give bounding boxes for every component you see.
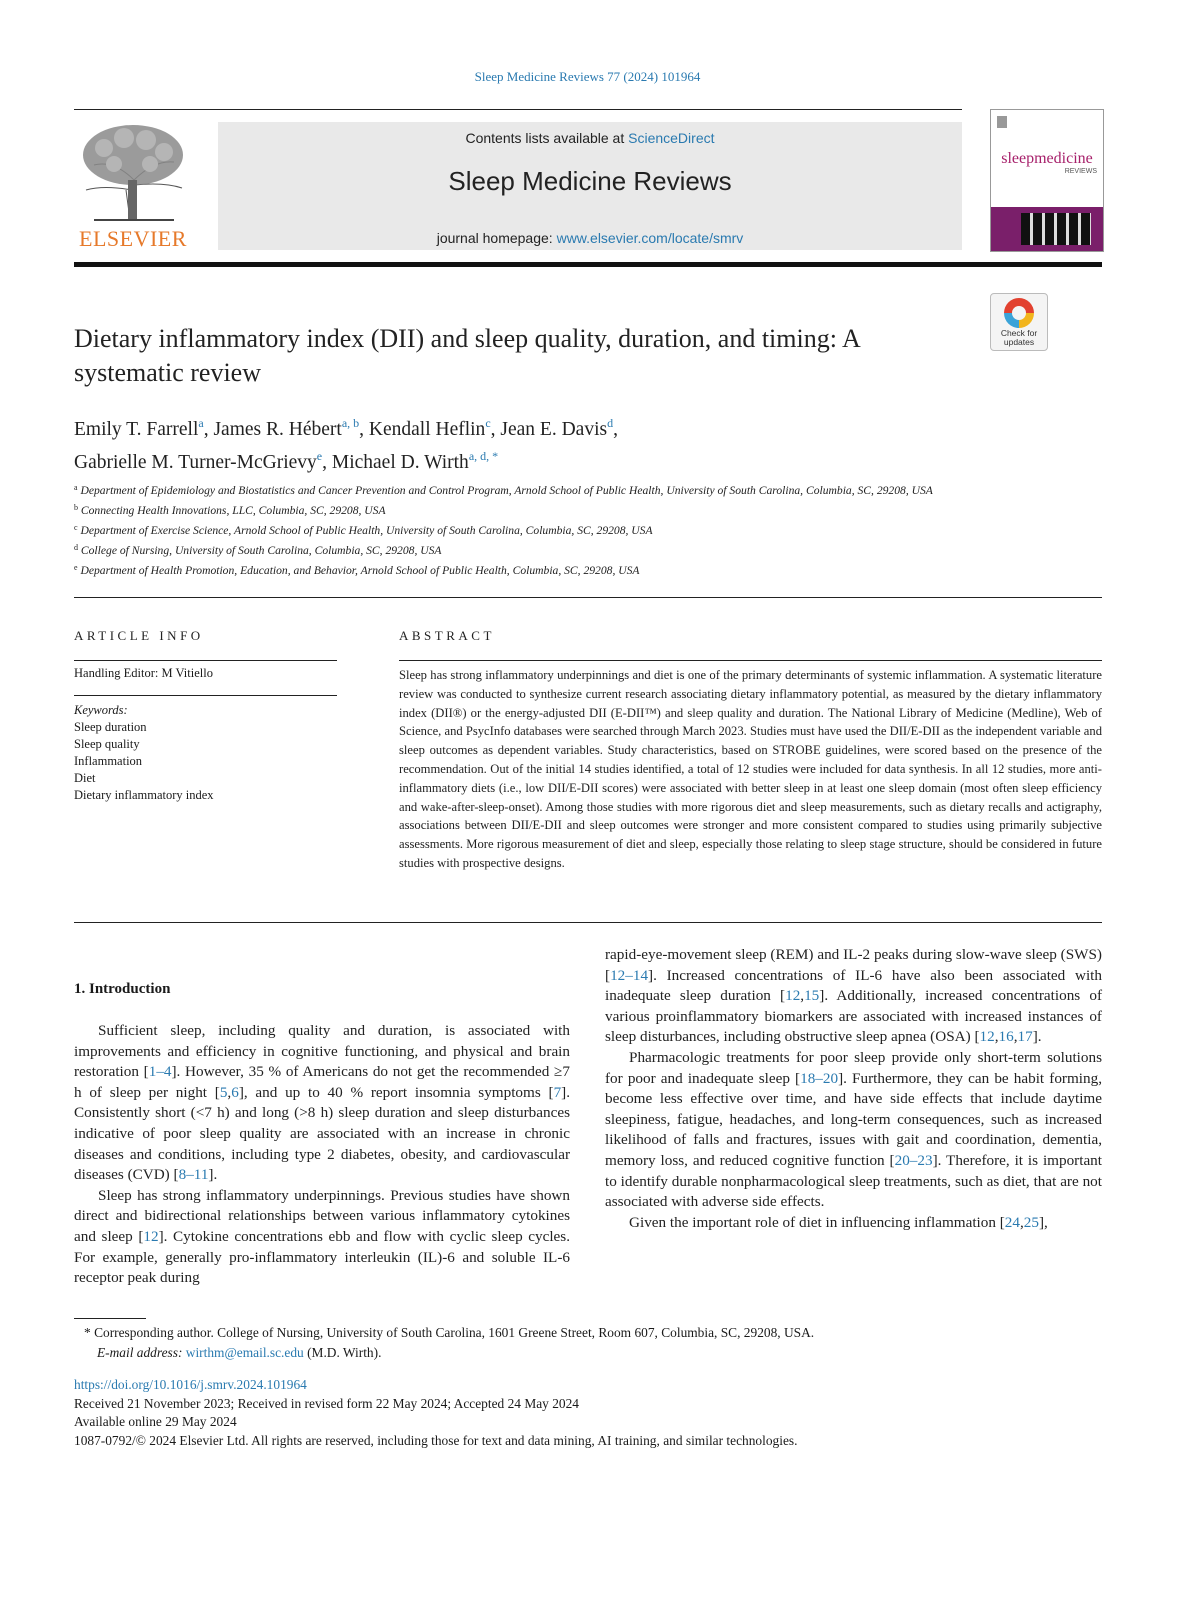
journal-banner xyxy=(218,122,962,250)
abstract-text: Sleep has strong inflammatory underpinnings and diet is one of the primary determinants of systemic inflammation. A systematic literature review was conducted to synthesize current research associating dietary inflammatory potential, as measured by the dietary inflammatory index (DII®) or the energy-adjusted DII (E-DII™) and sleep quality and duration. The National Library of Medicine (Medline), Web of Science, and PsycInfo databases were searched through March 2023. Studies must have used the DII/E-DII as the independent variable and sleep outcomes as dependent variables. Study characteristics, based on STROBE guidelines, were scored based on the presence of the recommendation. Out of the initial 14 studies identified, a total of 12 studies were included for data synthesis. In all 12 studies, more anti-inflammatory diets (i.e., low DII/E-DII scores) were associated with better sleep in at least one sleep domain (most often sleep efficiency and wake-after-sleep-onset). Among those studies with more rigorous diet and sleep measurements, such as dietary recalls and actigraphy, associations between DII/E-DII and sleep outcomes were stronger and more consistent compared to studies using primarily subjective assessments. More rigorous measurement of diet and sleep, especially those relating to sleep stage structure, should be considered in future studies with prospective designs. xyxy=(399,668,1102,870)
keyword: Sleep duration xyxy=(74,720,147,734)
citation-link[interactable]: 7 xyxy=(553,1083,562,1101)
affiliation xyxy=(74,499,974,519)
header-thick-rule xyxy=(74,262,1102,267)
keyword: Diet xyxy=(74,771,96,785)
affiliation xyxy=(74,519,974,539)
paragraph: Given the important role of diet in influencing inflammation [24,25], xyxy=(629,1213,1048,1231)
citation-link[interactable]: 16 xyxy=(998,1028,1014,1046)
paragraph: Pharmacologic treatments for poor sleep provide only short-term solutions for poor and inadequate sleep [18–20]. Furthermore, they can be habit forming, become less effective over time, and have side effects that include daytime sleepiness, fatigue, headaches, and long-term consequences, such as increased likelihood of falls and fractures, issues with gait and coordination, dementia, memory loss, and reduced cognitive function [20–23]. Therefore, it is important to identify durable nonpharmacological sleep treatments, such as diet, that are not associated with adverse side effects. xyxy=(605,1048,1102,1211)
email-line xyxy=(84,1343,1102,1363)
homepage-line xyxy=(218,230,962,246)
citation-link[interactable]: 12 xyxy=(979,1028,995,1046)
body-column-left xyxy=(74,1021,570,1289)
email-label: E-mail address: xyxy=(97,1345,183,1360)
author-affiliation-marker[interactable]: a xyxy=(198,416,204,430)
article-info-heading: ARTICLE INFO xyxy=(74,628,204,643)
author-name: Kendall Heflin xyxy=(368,419,486,440)
keyword: Dietary inflammatory index xyxy=(74,788,214,802)
article-info-rule xyxy=(74,660,337,661)
journal-name: Sleep Medicine Reviews xyxy=(448,166,732,196)
corresponding-author-footnote xyxy=(84,1323,1102,1363)
citation-link[interactable]: 5 xyxy=(219,1083,228,1101)
tree-icon xyxy=(74,120,192,224)
affiliation-key: a xyxy=(74,483,78,492)
affiliation xyxy=(74,479,974,499)
footnote-marker: * xyxy=(84,1325,91,1340)
cover-subtitle: REVIEWS xyxy=(1064,168,1097,175)
affiliation-key: d xyxy=(74,543,78,552)
keywords-label: Keywords: xyxy=(74,703,128,717)
header-rule xyxy=(74,109,962,110)
paragraph: Sleep has strong inflammatory underpinnings. Previous studies have shown direct and bidirectional relationships between various inflammatory cytokines and sleep [12]. Cytokine concentrations ebb and flow with cyclic sleep cycles. For example, generally pro-inflammatory interleukin (IL)-6 and soluble IL-6 receptor peak during xyxy=(74,1186,571,1287)
affiliation-list xyxy=(74,479,974,579)
citation-link[interactable]: 24 xyxy=(1004,1213,1020,1231)
journal-cover-thumbnail[interactable] xyxy=(990,109,1104,252)
abstract-rule xyxy=(399,660,1102,661)
keywords-block xyxy=(74,702,214,804)
article-title: Dietary inflammatory index (DII) and sleep quality, duration, and timing: A systematic review xyxy=(74,324,860,387)
crossmark-icon xyxy=(1004,298,1034,328)
affiliation xyxy=(74,539,974,559)
affiliation-key: e xyxy=(74,563,78,572)
check-for-updates-badge[interactable] xyxy=(990,293,1048,351)
affiliation-text: College of Nursing, University of South Carolina, Columbia, SC, 29208, USA xyxy=(78,544,442,557)
affiliation-key: c xyxy=(74,523,78,532)
citation-link[interactable]: 6 xyxy=(231,1083,239,1101)
homepage-link[interactable]: www.elsevier.com/locate/smrv xyxy=(556,230,744,246)
author-name: James R. Hébert xyxy=(213,419,342,440)
author-affiliation-marker[interactable]: d xyxy=(607,416,614,430)
keywords-rule xyxy=(74,695,337,696)
keyword: Sleep quality xyxy=(74,737,140,751)
paragraph: Sufficient sleep, including quality and duration, is associated with improvements and efficiency in cognitive functioning, and physical and brain restoration [1–4]. However, 35 % of Americans do not get the recommended ≥7 h of sleep per night [5,6], and up to 40 % report insomnia symptoms [7]. Consistently short (<7 h) and long (>8 h) sleep duration and sleep disturbances indicative of poor sleep quality are associated with an increase in chronic diseases and conditions, including type 2 diabetes, obesity, and cardiovascular diseases (CVD) [8–11]. xyxy=(74,1022,571,1184)
handling-editor: Handling Editor: M Vitiello xyxy=(74,666,213,680)
affiliation-text: Department of Health Promotion, Education, and Behavior, Arnold School of Public Health, Columbia, SC, 29208, USA xyxy=(77,564,640,577)
available-online: Available online 29 May 2024 xyxy=(74,1414,237,1429)
mini-logo-icon xyxy=(997,116,1007,128)
footnote-text: Corresponding author. College of Nursing, University of South Carolina, 1601 Greene Street, Room 607, Columbia, SC, 29208, USA. xyxy=(94,1325,815,1340)
affiliation xyxy=(74,559,974,579)
affiliation-text: Connecting Health Innovations, LLC, Columbia, SC, 29208, USA xyxy=(78,504,386,517)
citation-link[interactable]: 15 xyxy=(804,987,820,1005)
citation-link[interactable]: 8–11 xyxy=(178,1166,209,1184)
affiliation-key: b xyxy=(74,503,78,512)
sciencedirect-link[interactable]: ScienceDirect xyxy=(628,130,715,146)
footnote-rule xyxy=(74,1318,146,1319)
author-affiliation-marker[interactable]: c xyxy=(485,416,491,430)
abstract-end-rule xyxy=(74,922,1102,923)
author-name: Jean E. Davis xyxy=(500,419,608,440)
received-dates: Received 21 November 2023; Received in revised form 22 May 2024; Accepted 24 May 2024 xyxy=(74,1396,579,1411)
citation-link[interactable]: 25 xyxy=(1023,1213,1039,1231)
affiliation-text: Department of Epidemiology and Biostatistics and Cancer Prevention and Control Program, Arnold School of Public Health, University of South Carolina, Columbia, SC, 29208, USA xyxy=(77,484,933,497)
badge-label: Check for updates xyxy=(1000,328,1038,347)
paragraph: rapid-eye-movement sleep (REM) and IL-2 peaks during slow-wave sleep (SWS) [12–14]. Increased concentrations of IL-6 have also been associated with inadequate sleep duration [12,15]. Additionally, increased concentrations of various proinflammatory biomarkers are associated with increased instances of sleep disturbances, including obstructive sleep apnea (OSA) [12,16,17]. xyxy=(605,946,1102,1046)
author-name: Emily T. Farrell xyxy=(74,419,199,440)
doi-link[interactable]: https://doi.org/10.1016/j.smrv.2024.101964 xyxy=(74,1377,307,1392)
citation-link[interactable]: 18–20 xyxy=(800,1069,839,1087)
author-affiliation-marker[interactable]: a, b xyxy=(341,416,360,430)
elsevier-logo[interactable] xyxy=(74,120,192,252)
author-list: Emily T. Farrell$^a$, James R. Hébert$^{a, b}$, Kendall Heflin$^c$, Jean E. Davis$^d$, Gabrielle M. Turner-McGrievy$^e$, Michael D. Wirth$^{a, d, *}$ xyxy=(74,416,618,473)
author-name: Michael D. Wirth xyxy=(331,452,469,473)
citation-link[interactable]: 17 xyxy=(1017,1028,1033,1046)
cover-title: sleepmedicine xyxy=(1001,150,1093,167)
citation-link[interactable]: 12 xyxy=(785,987,801,1005)
keyword: Inflammation xyxy=(74,754,143,768)
abstract-heading: ABSTRACT xyxy=(399,628,495,643)
author-affiliation-marker[interactable]: e xyxy=(316,449,323,463)
citation-link[interactable]: 12 xyxy=(143,1227,159,1245)
author-name: Gabrielle M. Turner-McGrievy xyxy=(74,452,317,473)
email-link[interactable]: wirthm@email.sc.edu xyxy=(185,1345,304,1360)
contents-line xyxy=(218,130,962,146)
citation-link[interactable]: 12–14 xyxy=(610,966,649,984)
homepage-prefix: journal homepage: xyxy=(436,230,557,246)
citation-link[interactable]: 1–4 xyxy=(148,1063,172,1081)
footnote-line xyxy=(84,1323,1102,1343)
email-suffix: (M.D. Wirth). xyxy=(307,1345,382,1360)
affiliation-text: Department of Exercise Science, Arnold School of Public Health, University of South Carolina, Columbia, SC, 29208, USA xyxy=(77,524,653,537)
body-column-right xyxy=(605,945,1102,1233)
citation-link[interactable]: 20–23 xyxy=(894,1151,933,1169)
author-affiliation-marker[interactable]: a, d, * xyxy=(468,449,499,463)
elsevier-wordmark: ELSEVIER xyxy=(79,226,187,251)
copyright-line: 1087-0792/© 2024 Elsevier Ltd. All rights are reserved, including those for text and data mining, AI training, and similar technologies. xyxy=(74,1433,798,1448)
contents-prefix: Contents lists available at xyxy=(465,130,629,146)
section-heading-introduction: 1. Introduction xyxy=(74,981,171,997)
cover-image xyxy=(1021,213,1091,245)
journal-citation[interactable]: Sleep Medicine Reviews 77 (2024) 101964 xyxy=(474,69,701,84)
affiliation-rule xyxy=(74,597,1102,598)
